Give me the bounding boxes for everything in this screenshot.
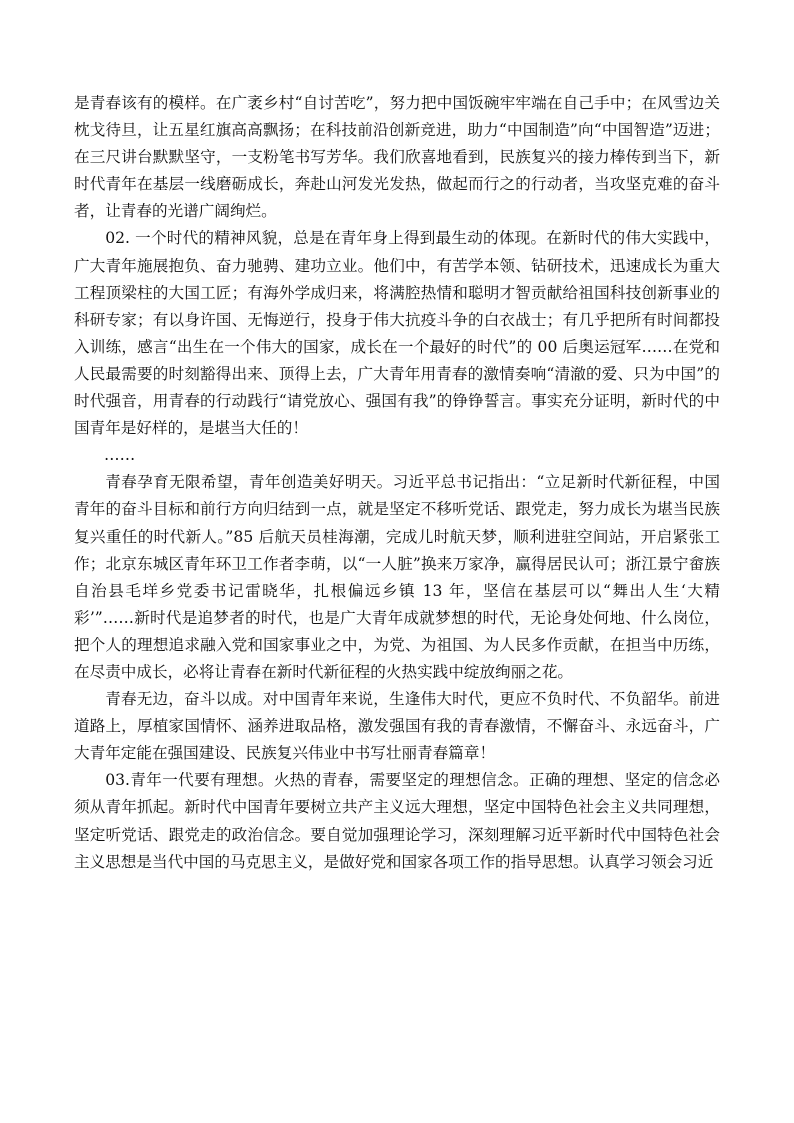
paragraph-youth-hope: 青春孕育无限希望，青年创造美好明天。习近平总书记指出：“立足新时代新征程，中国青年的奋斗目标和前行方向归结到一点，就是坚定不移听党话、跟党走，努力成长为堪当民族复兴重任的时代新人。”85 后航天员桂海潮，完成儿时航天梦，顺利进驻空间站，开启紧张工作；北京东城区青年环卫工作者李萌，以“一人脏”换来万家净，赢得居民认可；浙江景宁畲族自治县毛垟乡党委书记雷晓华，扎根偏远乡镇 13 年，坚信在基层可以“舞出人生‘大精彩’”……新时代是追梦者的时代，也是广大青年成就梦想的时代，无论身处何地、什么岗位，把个人的理想追求融入党和国家事业之中，为党、为祖国、为人民多作贡献，在担当中历练，在尽责中成长，必将让青春在新时代新征程的火热实践中绽放绚丽之花。	[74, 473, 720, 681]
paragraph-02: 02. 一个时代的精神风貌，总是在青年身上得到最生动的体现。在新时代的伟大实践中，广大青年施展抱负、奋力驰骋、建功立业。他们中，有苦学本领、钻研技术，迅速成长为重大工程顶梁柱的大国工匠；有海外学成归来，将满腔热情和聪明才智贡献给祖国科技创新事业的科研专家；有以身许国、无悔逆行，投身于伟大抗疫斗争的白衣战士；有几乎把所有时间都投入训练，感言“出生在一个伟大的国家，成长在一个最好的时代”的 00 后奥运冠军……在党和人民最需要的时刻豁得出来、顶得上去，广大青年用青春的激情奏响“清澈的爱、只为中国”的时代强音，用青春的行动践行“请党放心、强国有我”的铮铮誓言。事实充分证明，新时代的中国青年是好样的，是堪当大任的！	[74, 229, 720, 438]
paragraph-continuation: 是青春该有的模样。在广袤乡村“自讨苦吃”，努力把中国饭碗牢牢端在自己手中；在风雪边关枕戈待旦，让五星红旗高高飘扬；在科技前沿创新竞进，助力“中国制造”向“中国智造”迈进；在三尺讲台默默坚守，一支粉笔书写芳华。我们欣喜地看到，民族复兴的接力棒传到当下，新时代青年在基层一线磨砺成长，奔赴山河发光发热，做起而行之的行动者，当攻坚克难的奋斗者，让青春的光谱广阔绚烂。	[74, 94, 720, 221]
ellipsis-separator: ……	[104, 446, 136, 465]
document-page	[74, 90, 720, 876]
paragraph-youth-struggle: 青春无边，奋斗以成。对中国青年来说，生逢伟大时代，更应不负时代、不负韶华。前进道路上，厚植家国情怀、涵养进取品格，激发强国有我的青春激情，不懈奋斗、永远奋斗，广大青年定能在强国建设、民族复兴伟业中书写壮丽青春篇章！	[74, 690, 720, 763]
paragraph-03: 03.青年一代要有理想。火热的青春，需要坚定的理想信念。正确的理想、坚定的信念必须从青年抓起。新时代中国青年要树立共产主义远大理想，坚定中国特色社会主义共同理想，坚定听党话、跟党走的政治信念。要自觉加强理论学习，深刻理解习近平新时代中国特色社会主义思想是当代中国的马克思主义，是做好党和国家各项工作的指导思想。认真学习领会习近	[74, 771, 720, 871]
